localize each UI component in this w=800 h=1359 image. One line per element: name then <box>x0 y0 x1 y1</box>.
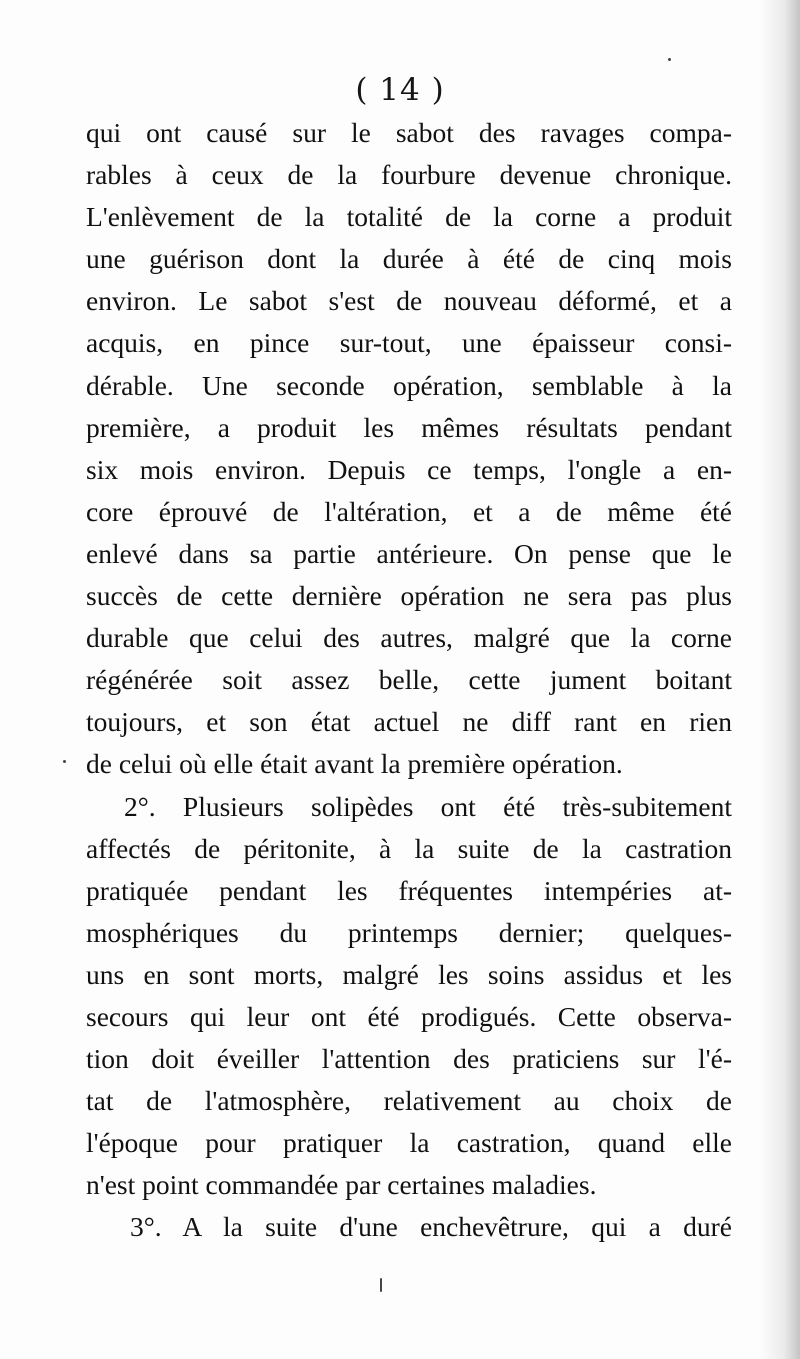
text-line: six mois environ. Depuis ce temps, l'ongle a en- <box>86 453 732 485</box>
text-line: rables à ceux de la fourbure devenue chronique. <box>86 159 732 191</box>
text-line: acquis, en pince sur-tout, une épaisseur consi- <box>86 327 732 359</box>
text-line: l'époque pour pratiquer la castration, quand elle <box>86 1127 732 1159</box>
text-line: enlevé dans sa partie antérieure. On pense que le <box>86 537 732 569</box>
text-line: toujours, et son état actuel ne diff rant en rien <box>86 706 732 738</box>
body-text <box>86 112 732 1249</box>
ink-speck <box>668 58 671 61</box>
ink-speck <box>380 1278 382 1292</box>
text-line: tat de l'atmosphère, relativement au choix de <box>86 1085 732 1117</box>
text-line: uns en sont morts, malgré les soins assidus et les <box>86 958 732 990</box>
text-line: secours qui leur ont été prodigués. Cette observa- <box>86 1000 732 1032</box>
text-line: première, a produit les mêmes résultats pendant <box>86 411 732 443</box>
text-line: régénérée soit assez belle, cette jument boitant <box>86 664 732 696</box>
text-line: environ. Le sabot s'est de nouveau déformé, et a <box>86 285 732 317</box>
text-line: affectés de péritonite, à la suite de la castration <box>86 832 732 864</box>
text-line: core éprouvé de l'altération, et a de même été <box>86 495 732 527</box>
text-line: dérable. Une seconde opération, semblable à la <box>86 369 732 401</box>
text-line: une guérison dont la durée à été de cinq mois <box>86 243 732 275</box>
text-line: 3°. A la suite d'une enchevêtrure, qui a duré <box>130 1211 732 1243</box>
page-number: ( 14 ) <box>355 72 445 108</box>
text-line: pratiquée pendant les fréquentes intempéries at- <box>86 874 732 906</box>
ink-speck <box>63 760 66 763</box>
text-line: 2°. Plusieurs solipèdes ont été très-subitement <box>124 790 732 822</box>
text-line: durable que celui des autres, malgré que la corne <box>86 622 732 654</box>
text-line: qui ont causé sur le sabot des ravages compa- <box>86 117 732 148</box>
text-line: L'enlèvement de la totalité de la corne a produit <box>86 201 732 233</box>
page-edge-shadow <box>760 0 800 1359</box>
text-line: tion doit éveiller l'attention des praticiens sur l'é- <box>86 1043 732 1075</box>
text-line: succès de cette dernière opération ne sera pas plus <box>86 580 732 612</box>
text-line: n'est point commandée par certaines maladies. <box>86 1169 597 1201</box>
text-line: de celui où elle était avant la première opération. <box>86 748 623 780</box>
text-line: mosphériques du printemps dernier; quelques- <box>86 916 732 948</box>
